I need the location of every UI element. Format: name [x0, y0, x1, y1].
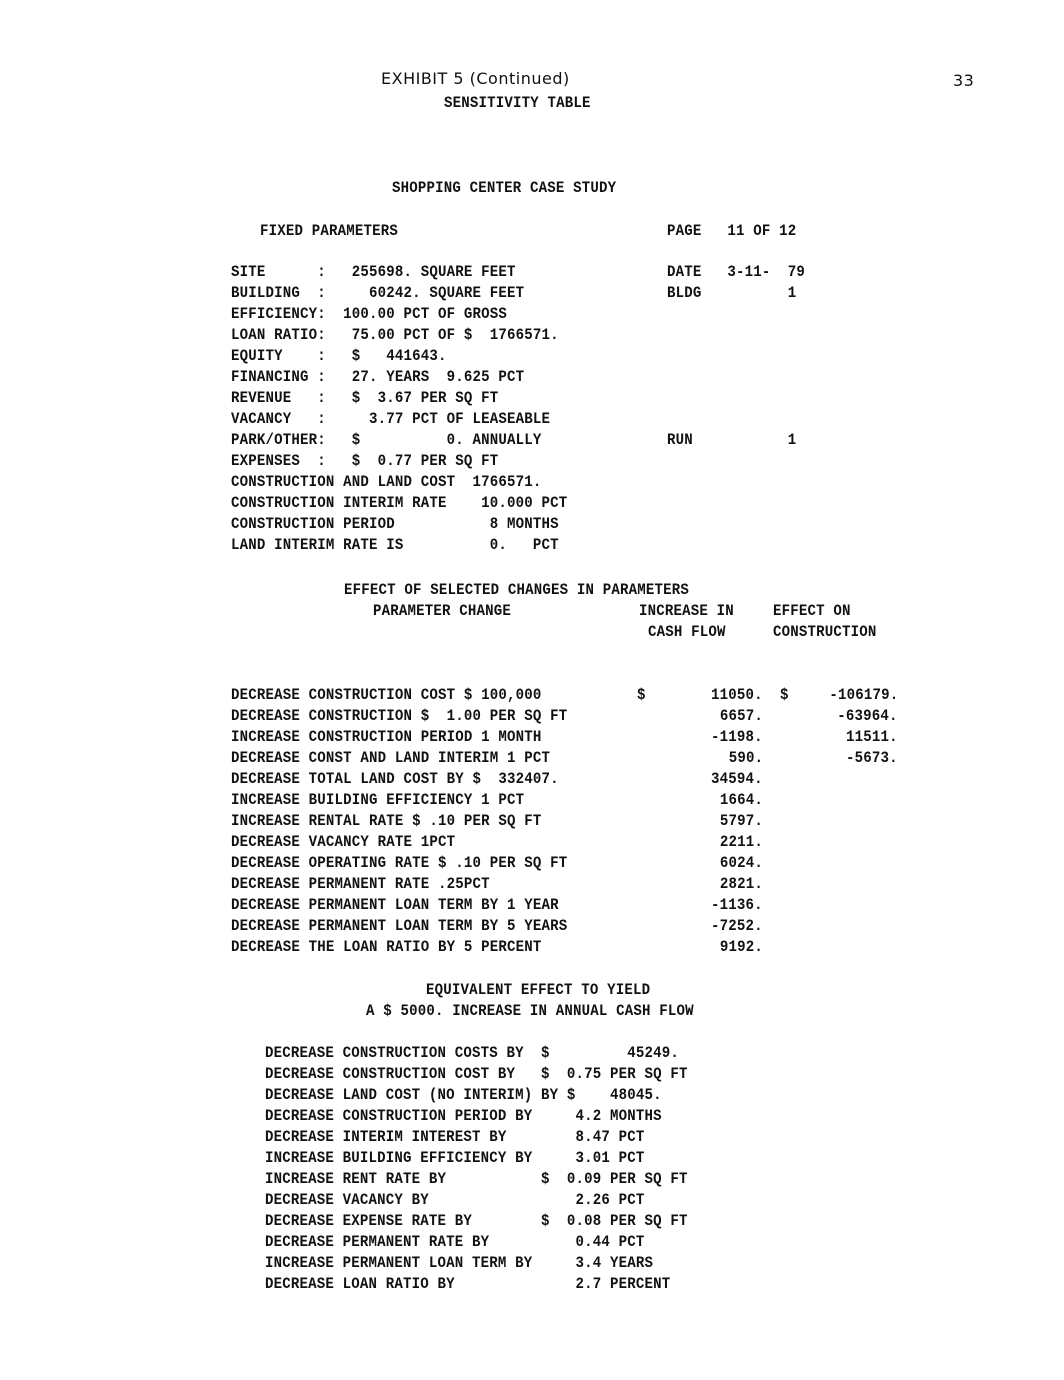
effect-row-label: DECREASE CONSTRUCTION $ 1.00 PER SQ FT — [231, 707, 568, 725]
col-cash-flow: CASH FLOW — [648, 623, 726, 641]
construction-effect-value: 11511. — [846, 728, 898, 746]
construction-effect-value: -63964. — [837, 707, 898, 725]
col-effect-on: EFFECT ON — [773, 602, 851, 620]
cash-flow-value: 1664. — [719, 791, 763, 809]
equiv-subtitle: A $ 5000. INCREASE IN ANNUAL CASH FLOW — [366, 1002, 694, 1020]
equiv-line: DECREASE INTERIM INTEREST BY 8.47 PCT — [265, 1128, 645, 1146]
param-line: EXPENSES : $ 0.77 PER SQ FT — [231, 452, 499, 470]
effect-row-label: DECREASE PERMANENT LOAN TERM BY 1 YEAR — [231, 896, 559, 914]
param-line: CONSTRUCTION PERIOD 8 MONTHS — [231, 515, 559, 533]
effect-row-label: DECREASE CONST AND LAND INTERIM 1 PCT — [231, 749, 551, 767]
equiv-line: DECREASE CONSTRUCTION PERIOD BY 4.2 MONTHS — [265, 1107, 662, 1125]
param-line: CONSTRUCTION INTERIM RATE 10.000 PCT — [231, 494, 568, 512]
cash-flow-value: 2821. — [719, 875, 763, 893]
cash-flow-value: 5797. — [719, 812, 763, 830]
effect-row-label: DECREASE VACANCY RATE 1PCT — [231, 833, 456, 851]
param-line: EQUITY : $ 441643. — [231, 347, 447, 365]
effect-row-label: INCREASE BUILDING EFFICIENCY 1 PCT — [231, 791, 525, 809]
col-increase-in: INCREASE IN — [639, 602, 734, 620]
equiv-line: INCREASE PERMANENT LOAN TERM BY 3.4 YEARS — [265, 1254, 654, 1272]
effect-title: EFFECT OF SELECTED CHANGES IN PARAMETERS — [344, 581, 690, 599]
effect-row-label: INCREASE RENTAL RATE $ .10 PER SQ FT — [231, 812, 542, 830]
equiv-line: DECREASE LAND COST (NO INTERIM) BY $ 48045. — [265, 1086, 662, 1104]
param-line: FINANCING : 27. YEARS 9.625 PCT — [231, 368, 525, 386]
cash-flow-value: 11050. — [711, 686, 763, 704]
run-number: RUN 1 — [667, 431, 797, 449]
run-date: DATE 3-11- 79 — [667, 263, 806, 281]
param-line: EFFICIENCY: 100.00 PCT OF GROSS — [231, 305, 508, 323]
cash-flow-value: 2211. — [719, 833, 763, 851]
currency-sign: $ — [780, 686, 789, 704]
param-line: VACANCY : 3.77 PCT OF LEASEABLE — [231, 410, 551, 428]
cash-flow-value: 9192. — [719, 938, 763, 956]
effect-row-label: DECREASE PERMANENT LOAN TERM BY 5 YEARS — [231, 917, 568, 935]
equiv-line: DECREASE CONSTRUCTION COST BY $ 0.75 PER SQ FT — [265, 1065, 688, 1083]
equiv-line: DECREASE CONSTRUCTION COSTS BY $ 45249. — [265, 1044, 680, 1062]
param-line: CONSTRUCTION AND LAND COST 1766571. — [231, 473, 542, 491]
col-construction: CONSTRUCTION — [773, 623, 877, 641]
cash-flow-value: 6024. — [719, 854, 763, 872]
param-line: REVENUE : $ 3.67 PER SQ FT — [231, 389, 499, 407]
cash-flow-value: -1198. — [711, 728, 763, 746]
effect-row-label: DECREASE THE LOAN RATIO BY 5 PERCENT — [231, 938, 542, 956]
cash-flow-value: 34594. — [711, 770, 763, 788]
cash-flow-value: -7252. — [711, 917, 763, 935]
effect-row-label: INCREASE CONSTRUCTION PERIOD 1 MONTH — [231, 728, 542, 746]
cash-flow-value: 6657. — [719, 707, 763, 725]
param-line: LAND INTERIM RATE IS 0. PCT — [231, 536, 559, 554]
building-number: BLDG 1 — [667, 284, 797, 302]
fixed-parameters-heading: FIXED PARAMETERS — [260, 222, 399, 240]
param-line: BUILDING : 60242. SQUARE FEET — [231, 284, 525, 302]
effect-row-label: DECREASE TOTAL LAND COST BY $ 332407. — [231, 770, 559, 788]
equiv-line: DECREASE LOAN RATIO BY 2.7 PERCENT — [265, 1275, 671, 1293]
equiv-line: DECREASE VACANCY BY 2.26 PCT — [265, 1191, 645, 1209]
case-study-title: SHOPPING CENTER CASE STUDY — [392, 179, 617, 197]
currency-sign: $ — [637, 686, 646, 704]
param-line: LOAN RATIO: 75.00 PCT OF $ 1766571. — [231, 326, 559, 344]
sensitivity-title: SENSITIVITY TABLE — [444, 94, 591, 112]
page-indicator: PAGE 11 OF 12 — [667, 222, 797, 240]
equiv-title: EQUIVALENT EFFECT TO YIELD — [426, 981, 651, 999]
param-line: PARK/OTHER: $ 0. ANNUALLY — [231, 431, 542, 449]
cash-flow-value: 590. — [728, 749, 763, 767]
page-number: 33 — [953, 71, 975, 90]
param-line: SITE : 255698. SQUARE FEET — [231, 263, 516, 281]
effect-row-label: DECREASE PERMANENT RATE .25PCT — [231, 875, 490, 893]
equiv-line: DECREASE EXPENSE RATE BY $ 0.08 PER SQ FT — [265, 1212, 688, 1230]
cash-flow-value: -1136. — [711, 896, 763, 914]
equiv-line: DECREASE PERMANENT RATE BY 0.44 PCT — [265, 1233, 645, 1251]
construction-effect-value: -106179. — [828, 686, 898, 704]
equiv-line: INCREASE RENT RATE BY $ 0.09 PER SQ FT — [265, 1170, 688, 1188]
effect-row-label: DECREASE CONSTRUCTION COST $ 100,000 — [231, 686, 542, 704]
effect-row-label: DECREASE OPERATING RATE $ .10 PER SQ FT — [231, 854, 568, 872]
exhibit-heading: EXHIBIT 5 (Continued) — [381, 69, 570, 88]
col-parameter-change: PARAMETER CHANGE — [373, 602, 512, 620]
equiv-line: INCREASE BUILDING EFFICIENCY BY 3.01 PCT — [265, 1149, 645, 1167]
construction-effect-value: -5673. — [846, 749, 898, 767]
